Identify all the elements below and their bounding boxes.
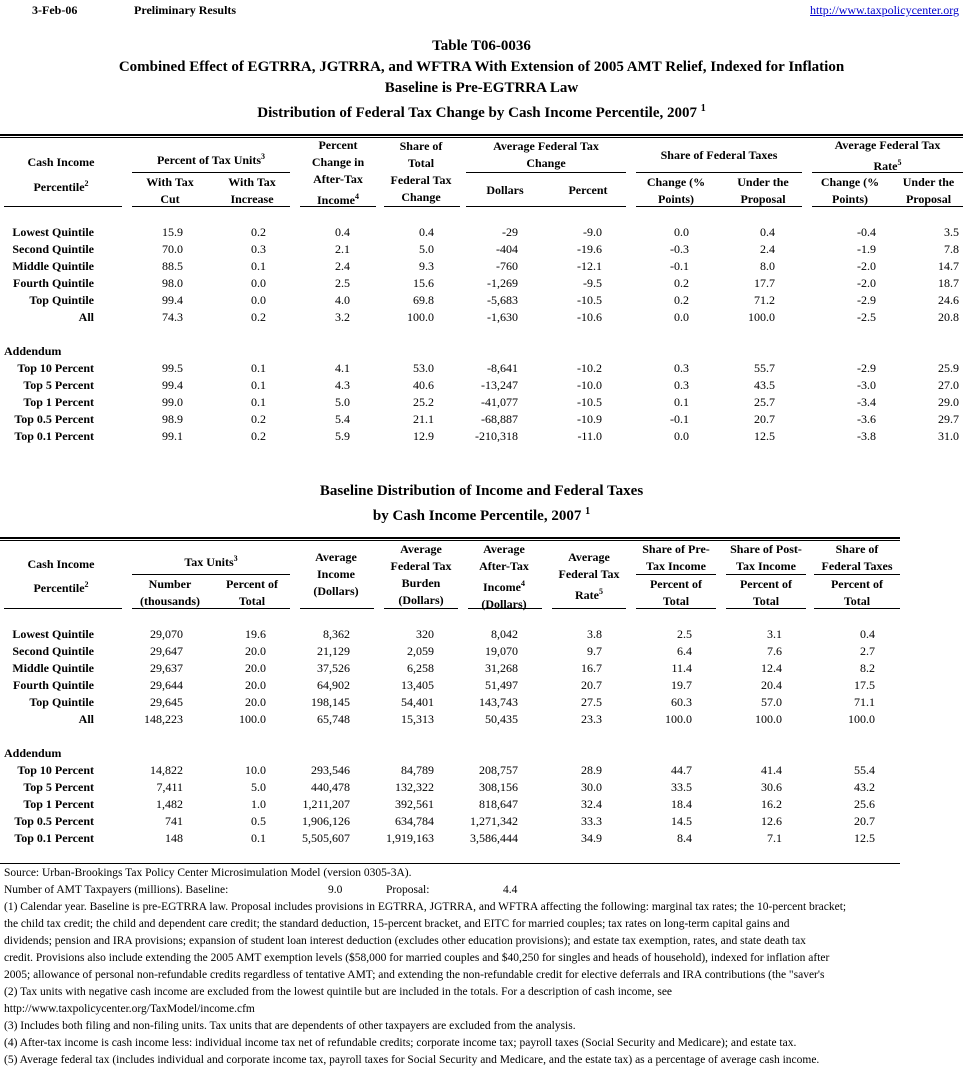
table-cell: 25.9 [938, 361, 959, 375]
table-cell: 19.6 [245, 627, 266, 641]
table-cell: 5.0 [335, 395, 350, 409]
table-cell: 15.9 [162, 225, 183, 239]
table-cell: 60.3 [671, 695, 692, 709]
footnote-1-line-3: dividends; pension and IRA provisions; expansion of student loan interest deduction (excludes other education provisions); and estate tax exemption, rates, and state death tax [4, 935, 806, 947]
footnote-4: (4) After-tax income is cash income less: individual income tax net of refundable credits; corporate income tax; payroll taxes (Social Security and Medicare); and estate tax. [4, 1037, 797, 1049]
row-label: Second Quintile [12, 242, 94, 256]
row-label: Top 0.1 Percent [14, 831, 94, 845]
table-cell: 99.1 [162, 429, 183, 443]
table-cell: -3.0 [857, 378, 876, 392]
addendum-label: Addendum [4, 746, 62, 760]
table-id: Table T06-0036 [432, 38, 531, 54]
table-cell: 0.1 [251, 378, 266, 392]
table-cell: 5.4 [335, 412, 350, 426]
table-cell: 21.1 [413, 412, 434, 426]
table-cell: 99.0 [162, 395, 183, 409]
table-cell: 19.7 [671, 678, 692, 692]
row-label: Top 5 Percent [23, 780, 94, 794]
col-header-avg-fed-tax-rate: Average Federal Tax Rate$^5$ [834, 138, 941, 173]
table-cell: 0.1 [674, 395, 689, 409]
table-cell: 9.3 [419, 259, 434, 273]
row-label: Top 0.5 Percent [14, 814, 94, 828]
addendum-label: Addendum [4, 344, 62, 358]
col-header-with-tax-cut: With Tax Cut [146, 175, 194, 206]
table-cell: -1.9 [857, 242, 876, 256]
table-cell: 29,637 [150, 661, 183, 675]
amt-baseline-value: 9.0 [328, 884, 343, 896]
col-header-avg-fed-tax-burden: Average Federal Tax Burden (Dollars) [390, 542, 452, 607]
row-label: Top Quintile [29, 695, 94, 709]
col-header-number-thousands: Number (thousands) [139, 577, 201, 608]
row-label: Fourth Quintile [12, 276, 94, 290]
table-cell: -2.5 [857, 310, 876, 324]
table-cell: -9.0 [583, 225, 602, 239]
table-cell: 32.4 [581, 797, 602, 811]
table-cell: 0.2 [674, 293, 689, 307]
table-cell: -0.1 [670, 259, 689, 273]
col-header-share-under-proposal: Under the Proposal [737, 175, 789, 206]
table-cell: 29,644 [150, 678, 183, 692]
table-cell: 1,211,207 [302, 797, 350, 811]
table-cell: 0.4 [760, 225, 775, 239]
col-header-cash-income: Cash Income [27, 557, 95, 571]
col-header-percentile: Percentile$^2$ [33, 179, 89, 194]
row-label: Top 0.5 Percent [14, 412, 94, 426]
footnote-2-line-1: (2) Tax units with negative cash income are excluded from the lowest quintile but are included in the totals. For a description of cash income, see [4, 986, 673, 998]
col-header-share-post-tax: Share of Post- Tax Income [730, 542, 802, 573]
table-cell: 43.5 [754, 378, 775, 392]
table-cell: 0.4 [419, 225, 434, 239]
col-header-pct-change-after-tax: Percent Change in After-Tax Income$^4$ [311, 138, 365, 207]
table-cell: 8.0 [760, 259, 775, 273]
table-cell: 29.0 [938, 395, 959, 409]
table-cell: 7,411 [156, 780, 183, 794]
table-cell: 3.2 [335, 310, 350, 324]
table-cell: 57.0 [761, 695, 782, 709]
row-label: Middle Quintile [12, 661, 94, 675]
table-cell: 14.5 [671, 814, 692, 828]
table-cell: -3.6 [857, 412, 876, 426]
table-cell: 16.7 [581, 661, 602, 675]
table-cell: -19.6 [577, 242, 602, 256]
table-cell: 0.0 [251, 276, 266, 290]
table-cell: -2.9 [857, 361, 876, 375]
source-note: Source: Urban-Brookings Tax Policy Center Microsimulation Model (version 0305-3A). [4, 867, 412, 879]
table-cell: 70.0 [162, 242, 183, 256]
table-cell: 100.0 [239, 712, 266, 726]
table-cell: 12.5 [854, 831, 875, 845]
table-cell: 132,322 [395, 780, 434, 794]
table-cell: 12.9 [413, 429, 434, 443]
col-header-pct-tax-units: Percent of Tax Units$^3$ [156, 152, 266, 167]
table-cell: 71.1 [854, 695, 875, 709]
table-cell: 34.9 [581, 831, 602, 845]
col-header-share-pre-tax: Share of Pre- Tax Income [642, 542, 710, 573]
table-cell: 20.7 [854, 814, 875, 828]
table-cell: -3.8 [857, 429, 876, 443]
table-cell: 0.5 [251, 814, 266, 828]
table-cell: 0.3 [251, 242, 266, 256]
table-cell: -3.4 [857, 395, 876, 409]
table-cell: 8,042 [491, 627, 518, 641]
table-cell: -2.9 [857, 293, 876, 307]
table-cell: 4.3 [335, 378, 350, 392]
table-cell: 15.6 [413, 276, 434, 290]
col-header-share-fed-taxes: Share of Federal Taxes [821, 542, 893, 573]
table-cell: 16.2 [761, 797, 782, 811]
table-cell: 208,757 [479, 763, 518, 777]
table-cell: -12.1 [577, 259, 602, 273]
table-cell: 0.4 [860, 627, 875, 641]
col-header-avg-income: Average Income (Dollars) [313, 550, 359, 598]
table-subtitle: Distribution of Federal Tax Change by Cash Income Percentile, 2007 $^1$ [257, 103, 706, 121]
table-cell: -68,887 [481, 412, 518, 426]
table-cell: 741 [165, 814, 183, 828]
row-label: Middle Quintile [12, 259, 94, 273]
table-cell: 20.7 [754, 412, 775, 426]
report-date: 3-Feb-06 [32, 3, 78, 17]
table-cell: -10.6 [577, 310, 602, 324]
table-cell: 7.8 [944, 242, 959, 256]
table-cell: 21,129 [317, 644, 350, 658]
table-cell: 29,070 [150, 627, 183, 641]
table-cell: -0.3 [670, 242, 689, 256]
table-cell: 29,645 [150, 695, 183, 709]
table-cell: -2.0 [857, 276, 876, 290]
row-label: Top 10 Percent [17, 361, 94, 375]
table-cell: 37,526 [317, 661, 350, 675]
col-header-share-change-pts: Change (% Points) [646, 175, 706, 206]
table-cell: 71.2 [754, 293, 775, 307]
footnote-1-line-5: 2005; allowance of personal non-refundable credits regardless of tentative AMT; and extending the non-refundable credit for elective deferrals and IRA contributions (the "saver's [4, 969, 825, 981]
table-cell: 0.2 [251, 310, 266, 324]
table-cell: 3.5 [944, 225, 959, 239]
table-cell: 2.5 [335, 276, 350, 290]
col-header-avg-fed-tax-rate: Average Federal Tax Rate$^5$ [558, 550, 620, 602]
table-cell: -10.5 [577, 395, 602, 409]
table-cell: -29 [502, 225, 518, 239]
table-cell: 7.6 [767, 644, 782, 658]
footnote-1-line-4: credit. Provisions also include extending the 2005 AMT exemption levels ($58,000 for married couples and $40,250 for singles and heads of household), indexed for inflation after [4, 952, 830, 964]
table-cell: 25.7 [754, 395, 775, 409]
table-cell: -10.0 [577, 378, 602, 392]
table-cell: 0.2 [674, 276, 689, 290]
table-cell: 5.9 [335, 429, 350, 443]
table-cell: 30.6 [761, 780, 782, 794]
table-cell: 17.5 [854, 678, 875, 692]
table-cell: 44.7 [671, 763, 692, 777]
col-header-percent: Percent [568, 183, 608, 197]
table-cell: 98.9 [162, 412, 183, 426]
table-cell: 0.2 [251, 225, 266, 239]
col-header-share-fed-pct: Percent of Total [830, 577, 884, 608]
table-cell: -210,318 [475, 429, 518, 443]
table-cell: 24.6 [938, 293, 959, 307]
col-header-rate-change-pts: Change (% Points) [820, 175, 880, 206]
table-cell: 2.4 [335, 259, 350, 273]
table-cell: 100.0 [748, 310, 775, 324]
table-cell: -10.5 [577, 293, 602, 307]
col-header-cash-income: Cash Income [27, 155, 95, 169]
table-cell: -1,630 [487, 310, 518, 324]
table-cell: 148 [165, 831, 183, 845]
table-cell: 308,156 [479, 780, 518, 794]
table-cell: 28.9 [581, 763, 602, 777]
table-cell: 43.2 [854, 780, 875, 794]
table-cell: 4.0 [335, 293, 350, 307]
col-header-pct-of-total: Percent of Total [225, 577, 279, 608]
col-header-rate-under-proposal: Under the Proposal [902, 175, 955, 206]
table-cell: -10.9 [577, 412, 602, 426]
table-cell: 0.3 [674, 378, 689, 392]
col-header-share-fed-taxes: Share of Federal Taxes [660, 148, 778, 162]
table-cell: -0.1 [670, 412, 689, 426]
table-cell: 98.0 [162, 276, 183, 290]
table-cell: 2.5 [677, 627, 692, 641]
table-cell: -404 [496, 242, 518, 256]
table-cell: 12.5 [754, 429, 775, 443]
row-label: Fourth Quintile [12, 678, 94, 692]
table-cell: -13,247 [481, 378, 518, 392]
table-cell: -41,077 [481, 395, 518, 409]
table-cell: 29.7 [938, 412, 959, 426]
footnote-5: (5) Average federal tax (includes individual and corporate income tax, payroll taxes for Social Security and Medicare, and the estate tax) as a percentage of average cash income. [4, 1054, 820, 1066]
col-header-avg-after-tax-income: Average After-Tax Income$^4$ (Dollars) [479, 542, 529, 611]
row-label: Top 1 Percent [23, 395, 94, 409]
row-label: Top 5 Percent [23, 378, 94, 392]
table-cell: 29,647 [150, 644, 183, 658]
table-cell: 2.1 [335, 242, 350, 256]
table-cell: 17.7 [754, 276, 775, 290]
row-label: Top 0.1 Percent [14, 429, 94, 443]
table-cell: 5.0 [419, 242, 434, 256]
table-cell: 0.1 [251, 831, 266, 845]
footnote-1-line-2: the child tax credit; the child and dependent care credit; the standard deduction, 15-percent bracket, and EITC for married couples; tax rates on long-term capital gains and [4, 918, 790, 930]
table-cell: 1,919,163 [386, 831, 434, 845]
table-cell: 14,822 [150, 763, 183, 777]
table-cell: 0.1 [251, 259, 266, 273]
table-cell: 55.7 [754, 361, 775, 375]
table-cell: 5,505,607 [302, 831, 350, 845]
table-cell: 20.8 [938, 310, 959, 324]
table-cell: 20.7 [581, 678, 602, 692]
table-cell: 100.0 [848, 712, 875, 726]
table-cell: 6.4 [677, 644, 692, 658]
row-label: Top 1 Percent [23, 797, 94, 811]
table-cell: 2.7 [860, 644, 875, 658]
table-title: Combined Effect of EGTRRA, JGTRRA, and WFTRA With Extension of 2005 AMT Relief, Indexed for Inflation [118, 59, 845, 75]
table-cell: 8,362 [323, 627, 350, 641]
table-cell: 64,902 [317, 678, 350, 692]
table-cell: 69.8 [413, 293, 434, 307]
table-cell: 1.0 [251, 797, 266, 811]
table-cell: -5,683 [487, 293, 518, 307]
row-label: Lowest Quintile [12, 225, 94, 239]
table-cell: 0.0 [674, 429, 689, 443]
table-cell: 84,789 [401, 763, 434, 777]
table-cell: -760 [496, 259, 518, 273]
col-header-avg-fed-tax-change: Average Federal Tax Change [493, 139, 599, 170]
table-cell: 25.6 [854, 797, 875, 811]
col-header-share-pre-pct: Percent of Total [649, 577, 703, 608]
table-cell: 31,268 [485, 661, 518, 675]
row-label: Top 10 Percent [17, 763, 94, 777]
table-cell: 65,748 [317, 712, 350, 726]
table-cell: -10.2 [577, 361, 602, 375]
table-cell: 0.0 [674, 225, 689, 239]
amt-proposal-value: 4.4 [503, 884, 518, 896]
col-header-with-tax-increase: With Tax Increase [228, 175, 276, 206]
table-cell: 0.1 [251, 361, 266, 375]
col-header-tax-units: Tax Units$^3$ [184, 554, 238, 569]
table-cell: 148,223 [144, 712, 183, 726]
table-cell: 2,059 [407, 644, 434, 658]
table-cell: 20.0 [245, 661, 266, 675]
baseline-table-title: Baseline Distribution of Income and Federal Taxes [319, 483, 644, 499]
table-cell: 3.1 [767, 627, 782, 641]
table-cell: 50,435 [485, 712, 518, 726]
table-cell: 293,546 [311, 763, 350, 777]
table-cell: 634,784 [395, 814, 434, 828]
table-cell: 198,145 [311, 695, 350, 709]
table-cell: 99.4 [162, 293, 183, 307]
table-cell: 20.4 [761, 678, 782, 692]
table-cell: 15,313 [401, 712, 434, 726]
table-cell: 12.4 [761, 661, 782, 675]
baseline-table-subtitle: by Cash Income Percentile, 2007 $^1$ [372, 506, 591, 524]
table-cell: -11.0 [577, 429, 602, 443]
table-cell: 392,561 [395, 797, 434, 811]
row-label: Second Quintile [12, 644, 94, 658]
table-cell: 20.0 [245, 644, 266, 658]
table-cell: 0.2 [251, 412, 266, 426]
col-header-percentile: Percentile$^2$ [33, 580, 89, 595]
footnote-2-link[interactable]: http://www.taxpolicycenter.org/TaxModel/income.cfm [4, 1003, 255, 1015]
amt-count-label: Number of AMT Taxpayers (millions). Baseline: [4, 884, 229, 896]
footnote-1-line-1: (1) Calendar year. Baseline is pre-EGTRRA law. Proposal includes provisions in EGTRRA, JGTRRA, and WFTRA affecting the following: marginal tax rates; the 10-percent bracket; [4, 901, 847, 913]
footnote-3: (3) Includes both filing and non-filing units. Tax units that are dependents of other taxpayers are excluded from the analysis. [4, 1020, 576, 1032]
table-cell: 1,482 [156, 797, 183, 811]
table-cell: 12.6 [761, 814, 782, 828]
table-cell: 3,586,444 [470, 831, 518, 845]
row-label: All [78, 712, 94, 726]
table-cell: 14.7 [938, 259, 959, 273]
table-cell: 0.1 [251, 395, 266, 409]
col-header-dollars: Dollars [486, 183, 524, 197]
footer-rule [0, 863, 900, 864]
table-cell: 19,070 [485, 644, 518, 658]
table-cell: 31.0 [938, 429, 959, 443]
table-cell: 54,401 [401, 695, 434, 709]
table-cell: 8.4 [677, 831, 692, 845]
tpc-website-link[interactable]: http://www.taxpolicycenter.org [810, 3, 959, 17]
table-cell: 8.2 [860, 661, 875, 675]
table-cell: 53.0 [413, 361, 434, 375]
table-cell: 55.4 [854, 763, 875, 777]
table-cell: 9.7 [587, 644, 602, 658]
table-cell: 99.4 [162, 378, 183, 392]
table-cell: 33.3 [581, 814, 602, 828]
table-cell: 10.0 [245, 763, 266, 777]
col-header-share-post-pct: Percent of Total [739, 577, 793, 608]
table-cell: 100.0 [407, 310, 434, 324]
table-cell: 0.0 [251, 293, 266, 307]
table-cell: 13,405 [401, 678, 434, 692]
table-cell: 0.0 [674, 310, 689, 324]
table-cell: 74.3 [162, 310, 183, 324]
table-cell: 0.4 [335, 225, 350, 239]
table-cell: 20.0 [245, 678, 266, 692]
table-cell: 25.2 [413, 395, 434, 409]
report-status: Preliminary Results [134, 3, 237, 17]
col-header-share-total-change: Share of Total Federal Tax Change [390, 139, 452, 204]
row-label: Top Quintile [29, 293, 94, 307]
table-cell: 33.5 [671, 780, 692, 794]
table-cell: 3.8 [587, 627, 602, 641]
table-cell: 143,743 [479, 695, 518, 709]
table-cell: 100.0 [665, 712, 692, 726]
table-cell: 4.1 [335, 361, 350, 375]
table-baseline: Baseline is Pre-EGTRRA Law [384, 80, 579, 96]
table-cell: -9.5 [583, 276, 602, 290]
table-cell: 40.6 [413, 378, 434, 392]
table-cell: 11.4 [671, 661, 692, 675]
row-label: Lowest Quintile [12, 627, 94, 641]
table-cell: 51,497 [485, 678, 518, 692]
table-cell: -1,269 [487, 276, 518, 290]
table-cell: 0.3 [674, 361, 689, 375]
table-cell: 30.0 [581, 780, 602, 794]
table-cell: 23.3 [581, 712, 602, 726]
table-cell: 1,271,342 [470, 814, 518, 828]
row-label: All [78, 310, 94, 324]
table-cell: 41.4 [761, 763, 782, 777]
table-cell: -2.0 [857, 259, 876, 273]
table-cell: 818,647 [479, 797, 518, 811]
table-cell: 1,906,126 [302, 814, 350, 828]
table-cell: 18.7 [938, 276, 959, 290]
table-cell: 5.0 [251, 780, 266, 794]
table-cell: 99.5 [162, 361, 183, 375]
table-cell: -8,641 [487, 361, 518, 375]
table-cell: 27.0 [938, 378, 959, 392]
table-cell: 440,478 [311, 780, 350, 794]
table-cell: 20.0 [245, 695, 266, 709]
table-cell: 0.2 [251, 429, 266, 443]
table-cell: 6,258 [407, 661, 434, 675]
table-cell: 2.4 [760, 242, 775, 256]
table-cell: 18.4 [671, 797, 692, 811]
table-cell: -0.4 [857, 225, 876, 239]
table-cell: 320 [416, 627, 434, 641]
table-cell: 100.0 [755, 712, 782, 726]
table-cell: 88.5 [162, 259, 183, 273]
table-cell: 7.1 [767, 831, 782, 845]
table-cell: 27.5 [581, 695, 602, 709]
amt-proposal-label: Proposal: [386, 884, 430, 896]
